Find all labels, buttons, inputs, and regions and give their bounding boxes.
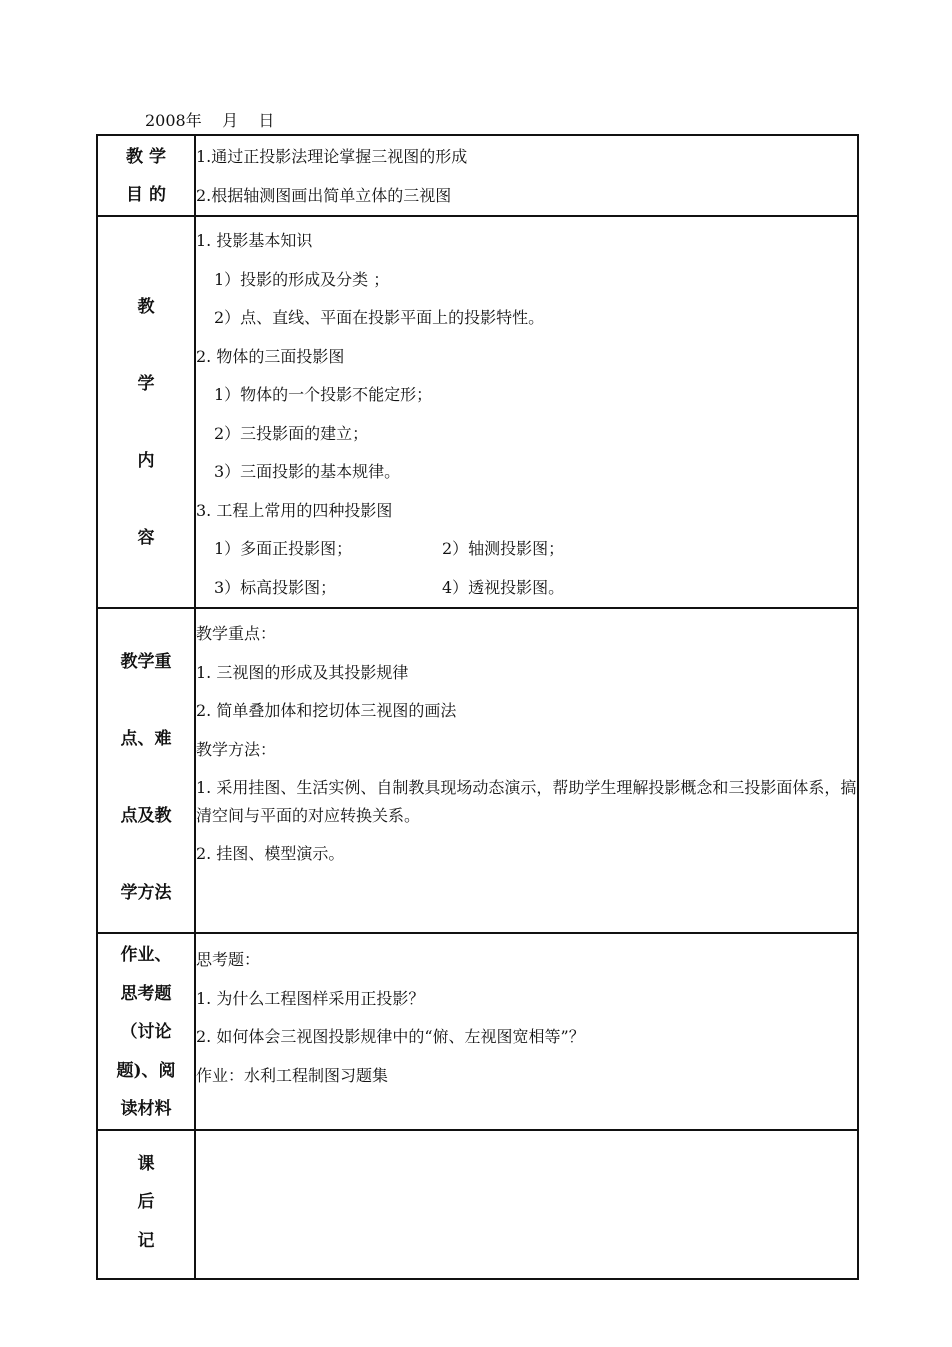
- content-label: [97, 216, 195, 608]
- content-item: 2. 物体的三面投影图: [196, 346, 345, 366]
- objectives-label-line: 目 的: [126, 185, 166, 205]
- homework-label-line: 作业、: [120, 945, 172, 965]
- content-label-char: 教: [137, 297, 155, 317]
- objectives-row: [97, 135, 858, 216]
- content-item: 1. 投影基本知识: [196, 231, 313, 250]
- content-pair: [196, 569, 857, 608]
- notes-label: [97, 1130, 195, 1279]
- keypoints-label-line: 教学重: [120, 652, 172, 672]
- objectives-label-line: 教 学: [126, 147, 166, 167]
- objectives-label: [97, 135, 195, 216]
- content-item: 2）点、直线、平面在投影平面上的投影特性。: [214, 308, 545, 327]
- content-item: 4）透视投影图。: [442, 577, 565, 597]
- notes-row: [97, 1130, 858, 1279]
- content-item: 1）多面正投影图；: [214, 539, 353, 558]
- keypoints-label-line: 学方法: [120, 883, 172, 903]
- content-label-char: 学: [137, 374, 155, 394]
- keypoints-method-item: 1. 采用挂图、生活实例、自制教具现场动态演示，帮助学生理解投影概念和三投影面体系，搞清空间与平面的对应转换关系。: [196, 778, 857, 825]
- notes-label-char: 课: [137, 1153, 155, 1174]
- objectives-content: [195, 135, 858, 216]
- homework-item: 2. 如何体会三视图投影规律中的“俯、左视图宽相等”？: [196, 1027, 585, 1046]
- keypoints-label-line: 点、难: [120, 729, 172, 749]
- content-label-char: 内: [137, 451, 155, 471]
- homework-item: 思考题：: [196, 950, 261, 969]
- content-item: 2）三投影面的建立；: [214, 423, 369, 443]
- homework-label-line: 思考题: [120, 983, 172, 1004]
- lesson-plan-table: [96, 134, 859, 1280]
- keypoints-item: 2. 简单叠加体和挖切体三视图的画法: [196, 701, 457, 720]
- date-line: 2008年 月 日: [145, 111, 275, 130]
- homework-item: 作业：水利工程制图习题集: [196, 1065, 389, 1085]
- homework-label-line: （讨论: [120, 1022, 172, 1042]
- content-row: [97, 216, 858, 608]
- homework-item: 1. 为什么工程图样采用正投影？: [196, 988, 425, 1008]
- objective-item: 2.根据轴测图画出简单立体的三视图: [196, 185, 452, 205]
- keypoints-item: 教学重点：: [196, 624, 277, 643]
- notes-body: [195, 1130, 858, 1279]
- content-item: 3）三面投影的基本规律。: [214, 462, 401, 481]
- content-item: 2）轴测投影图；: [442, 539, 565, 558]
- notes-label-char: 后: [137, 1192, 155, 1212]
- objective-item: 1.通过正投影法理论掌握三视图的形成: [196, 147, 468, 166]
- keypoints-label: [97, 608, 195, 933]
- homework-label-line: 读材料: [120, 1099, 172, 1119]
- content-body: [195, 216, 858, 608]
- content-item: 3）标高投影图；: [214, 577, 337, 597]
- keypoints-item: 教学方法：: [196, 739, 277, 759]
- keypoints-body: [195, 608, 858, 933]
- content-item: 1）投影的形成及分类 ；: [214, 269, 390, 289]
- keypoints-method-item: 2. 挂图、模型演示。: [196, 844, 345, 863]
- content-label-char: 容: [137, 528, 155, 548]
- homework-label-line: 题)、阅: [116, 1060, 176, 1081]
- content-item: 3. 工程上常用的四种投影图: [196, 500, 393, 520]
- homework-label: [97, 933, 195, 1130]
- notes-label-char: 记: [137, 1230, 155, 1251]
- content-pair: [196, 530, 857, 569]
- keypoints-item: 1. 三视图的形成及其投影规律: [196, 662, 409, 682]
- keypoints-row: [97, 608, 858, 933]
- keypoints-label-line: 点及教: [120, 806, 172, 826]
- homework-row: [97, 933, 858, 1130]
- homework-body: [195, 933, 858, 1130]
- content-item: 1）物体的一个投影不能定形；: [214, 385, 433, 404]
